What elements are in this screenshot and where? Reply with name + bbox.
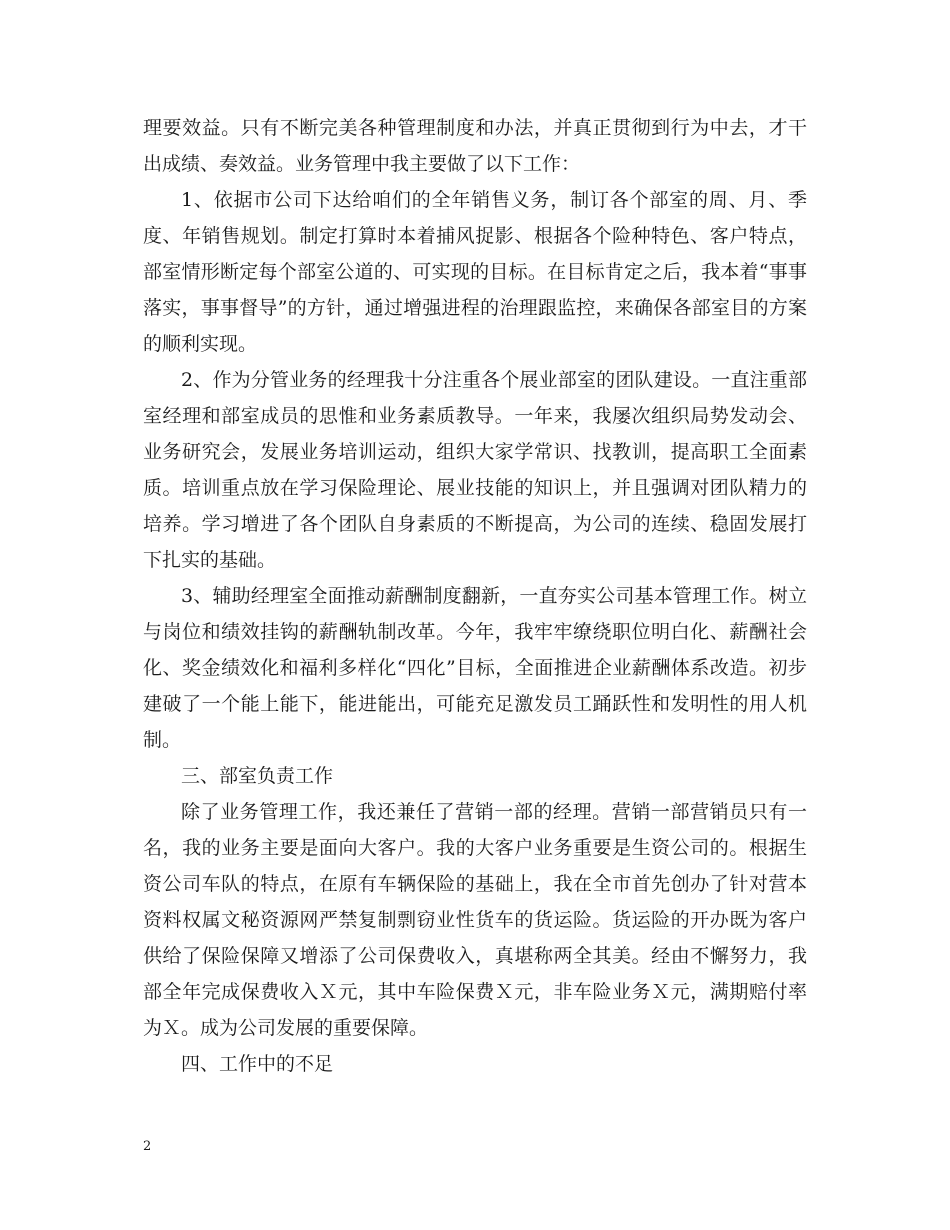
paragraph-department-work: 除了业务管理工作，我还兼任了营销一部的经理。营销一部营销员只有一名，我的业务主要是面向大客户。我的大客户业务重要是生资公司的。根据生资公司车队的特点，在原有车辆保险的基础上，我在全市首先创办了针对营本资料权属文秘资源网严禁复制剽窃业性货车的货运险。货运险的开办既为客户供给了保险保障又增添了公司保费收入，真堪称两全其美。经由不懈努力，我部全年完成保费收入Ｘ元，其中车险保费Ｘ元，非车险业务Ｘ元，满期赔付率为Ｘ。成为公司发展的重要保障。 (143, 801, 807, 1039)
paragraph-item-3: 3、辅助经理室全面推动薪酬制度翻新，一直夯实公司基本管理工作。树立与岗位和绩效挂钩的薪酬轨制改革。今年，我牢牢缭绕职位明白化、薪酬社会化、奖金绩效化和福利多样化“四化”目标，全面推进企业薪酬体系改造。初步建破了一个能上能下，能进能出，可能充足激发员工踊跃性和发明性的用人机制。 (143, 585, 807, 751)
section-heading-3: 三、部室负责工作 (181, 765, 334, 787)
page-number: 2 (143, 1139, 152, 1154)
document-body (143, 110, 807, 1082)
paragraph-intro: 理要效益。只有不断完美各种管理制度和办法，并真正贯彻到行为中去，才干出成绩、奏效益。业务管理中我主要做了以下工作： (143, 117, 807, 175)
section-heading-4: 四、工作中的不足 (181, 1053, 334, 1075)
paragraph-item-1: 1、依据市公司下达给咱们的全年销售义务，制订各个部室的周、月、季度、年销售规划。制定打算时本着捕风捉影、根据各个险种特色、客户特点，部室情形断定每个部室公道的、可实现的目标。在目标肯定之后，我本着“事事落实，事事督导”的方针，通过增强进程的治理跟监控，来确保各部室目的方案的顺利实现。 (143, 189, 807, 355)
paragraph-item-2: 2、作为分管业务的经理我十分注重各个展业部室的团队建设。一直注重部室经理和部室成员的思惟和业务素质教导。一年来，我屡次组织局势发动会、业务研究会，发展业务培训运动，组织大家学常识、找教训，提高职工全面素质。培训重点放在学习保险理论、展业技能的知识上，并且强调对团队精力的培养。学习增进了各个团队自身素质的不断提高，为公司的连续、稳固发展打下扎实的基础。 (143, 369, 807, 571)
